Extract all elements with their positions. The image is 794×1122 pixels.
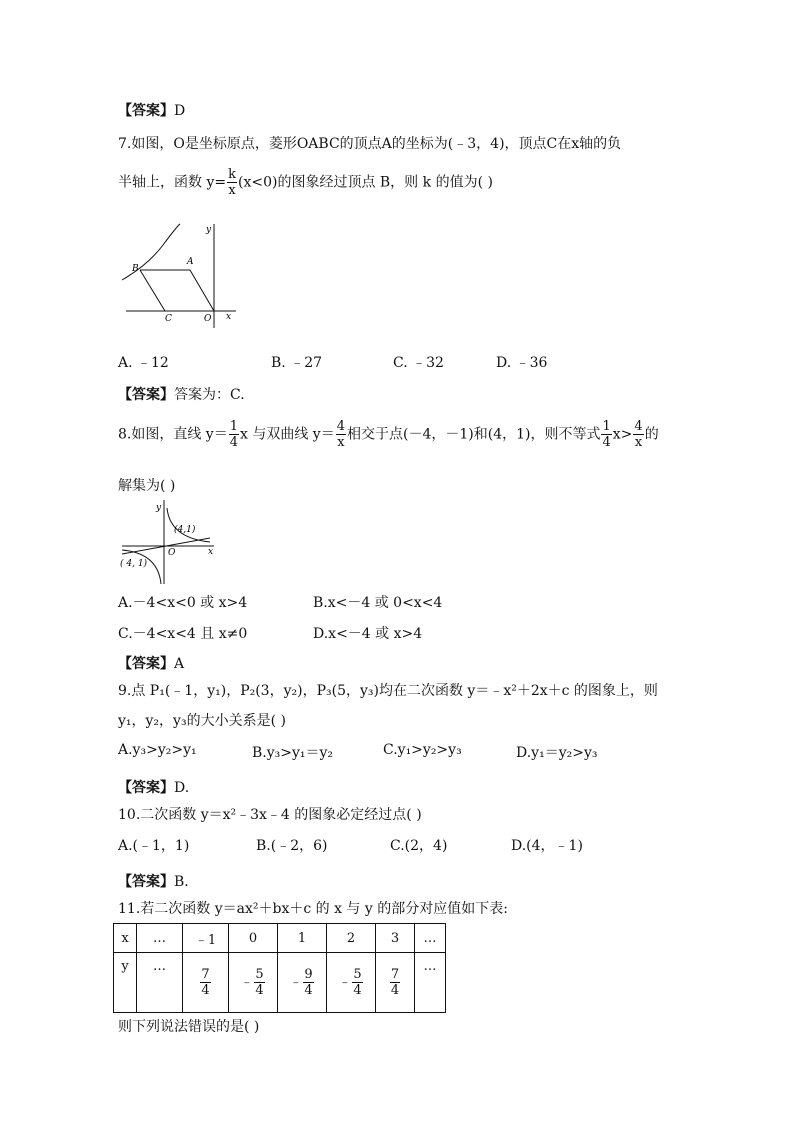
table-row-y	[114, 953, 446, 1013]
table-cell: y	[114, 953, 137, 1013]
table-cell: …	[415, 953, 446, 1013]
fraction-numerator: 1	[602, 419, 611, 434]
answer-text: B.	[174, 874, 189, 890]
q9-answer	[118, 777, 189, 797]
q9-option-b: B.y₃>y₁＝y₂	[252, 745, 334, 761]
q7-fraction-k-over-x	[227, 168, 237, 197]
table-cell	[327, 953, 376, 1013]
q9-option-c: C.y₁>y₂>y₃	[383, 742, 462, 758]
sign: ﹣	[240, 975, 254, 990]
table-cell: 0	[229, 924, 278, 953]
q8-fraction-4-over-x-b	[633, 420, 643, 449]
q8-fraction-1-over-4-b	[601, 420, 611, 449]
q8-answer	[118, 653, 184, 673]
answer-label: 【答案】	[118, 103, 174, 119]
q6-answer	[118, 100, 185, 120]
fraction	[390, 968, 400, 997]
fraction-denominator: 4	[229, 435, 238, 450]
fraction-denominator: 4	[390, 983, 400, 998]
fraction-numerator: 7	[390, 967, 400, 982]
fraction-numerator: 1	[229, 419, 238, 434]
q10-answer	[118, 871, 189, 891]
label-o: O	[168, 548, 176, 558]
fraction-numerator: 4	[634, 419, 643, 434]
sign: ﹣	[289, 975, 303, 990]
q7-option-b: B. ﹣27	[271, 355, 323, 371]
q10-option-d: D.(4，﹣1)	[511, 838, 583, 854]
q8-line1	[118, 420, 659, 449]
fraction-numerator: 4	[336, 419, 345, 434]
table-cell: 3	[376, 924, 415, 953]
q8-fraction-1-over-4	[229, 420, 239, 449]
q8-figure-hyperbola	[118, 498, 223, 588]
q11-line1: 11.若二次函数 y＝ax²＋bx＋c 的 x 与 y 的部分对应值如下表:	[118, 901, 508, 917]
answer-text: D.	[174, 780, 190, 796]
label-a: A	[187, 257, 194, 267]
table-cell: 1	[278, 924, 327, 953]
q9-option-a: A.y₃>y₂>y₁	[118, 742, 197, 758]
q8-option-b: B.x<－4 或 0<x<4	[313, 595, 443, 611]
q8-option-a: A.－4<x<0 或 x>4	[118, 595, 248, 611]
answer-label: 【答案】	[118, 387, 174, 403]
q8-option-c: C.－4<x<4 且 x≠0	[118, 626, 248, 642]
fraction-denominator: x	[634, 435, 643, 450]
fraction-denominator: 4	[304, 983, 313, 998]
q9-line1: 9.点 P₁(﹣1，y₁)，P₂(3，y₂)，P₃(5，y₃)均在二次函数 y＝﹣x²＋2x＋c 的图象上，则	[118, 683, 658, 699]
fraction-numerator: k	[228, 167, 236, 182]
table-cell: 2	[327, 924, 376, 953]
q8-mid2: 相交于点(－4，－1)和(4，1)，则不等式	[347, 426, 601, 443]
q9-line2: y₁，y₂，y₃的大小关系是( )	[118, 713, 286, 729]
fraction-denominator: 4	[353, 983, 362, 998]
q7-figure-rhombus	[118, 220, 248, 335]
q8-pre: 8.如图，直线 y＝	[118, 426, 228, 443]
fraction	[200, 968, 210, 997]
rhombus-oabc	[140, 270, 214, 311]
table-cell: ﹣1	[183, 924, 229, 953]
q10-option-a: A.(﹣1，1)	[118, 838, 190, 854]
q10-option-c: C.(2，4)	[390, 838, 448, 854]
fraction-numerator: 9	[304, 967, 313, 982]
answer-label: 【答案】	[118, 874, 174, 890]
label-c: C	[165, 314, 172, 324]
q8-option-d: D.x<－4 或 x>4	[313, 626, 423, 642]
q9-option-d: D.y₁＝y₂>y₃	[516, 745, 598, 761]
fraction	[303, 968, 313, 997]
fraction-denominator: 4	[201, 983, 210, 998]
table-row-x	[114, 924, 446, 953]
answer-text: 答案为：C.	[174, 387, 245, 403]
q7-answer	[118, 384, 245, 404]
answer-label: 【答案】	[118, 656, 174, 672]
fraction-numerator: 7	[201, 967, 210, 982]
hyperbola-curve	[122, 224, 180, 280]
table-cell: …	[137, 924, 183, 953]
label-o: O	[204, 314, 212, 324]
q7-line2	[118, 168, 493, 197]
q7-line1: 7.如图，O是坐标原点，菱形OABC的顶点A的坐标为(﹣3，4)，顶点C在x轴的负	[118, 136, 622, 152]
fraction-numerator: 5	[353, 967, 362, 982]
q10-line1: 10.二次函数 y＝x²﹣3x﹣4 的图象必定经过点( )	[118, 807, 422, 823]
label-y: y	[156, 503, 162, 513]
table-cell	[229, 953, 278, 1013]
q7-option-c: C. ﹣32	[393, 355, 444, 371]
q7-option-a: A. ﹣12	[118, 355, 169, 371]
q8-mid1: x 与双曲线 y＝	[240, 426, 335, 443]
q7-option-d: D. ﹣36	[496, 355, 548, 371]
table-cell: …	[415, 924, 446, 953]
label-point-neg4-neg1: ( 4, 1)	[120, 559, 148, 569]
label-y: y	[206, 225, 212, 235]
q7-line2-pre: 半轴上，函数 y=	[118, 174, 227, 191]
fraction-numerator: 5	[255, 967, 264, 982]
label-x: x	[226, 312, 232, 322]
q11-value-table	[113, 923, 446, 1013]
table-cell: x	[114, 924, 137, 953]
sign: ﹣	[338, 975, 352, 990]
table-cell	[376, 953, 415, 1013]
q10-option-b: B.(﹣2，6)	[256, 838, 328, 854]
q8-mid3: x>	[612, 426, 633, 443]
fraction-denominator: 4	[602, 435, 611, 450]
q11-line2: 则下列说法错误的是( )	[118, 1019, 260, 1035]
answer-text: D	[174, 103, 186, 119]
fraction-denominator: 4	[255, 983, 264, 998]
table-cell: …	[137, 953, 183, 1013]
answer-text: A	[174, 656, 185, 672]
fraction	[254, 968, 264, 997]
label-point-4-1: (4,1)	[174, 525, 196, 535]
q8-fraction-4-over-x	[336, 420, 346, 449]
q8-post: 的	[644, 426, 659, 443]
label-x: x	[208, 547, 214, 557]
q7-line2-post: (x<0)的图象经过顶点 B，则 k 的值为( )	[237, 174, 493, 191]
label-b: B	[132, 264, 139, 274]
q8-line2: 解集为( )	[118, 478, 176, 494]
table-cell	[183, 953, 229, 1013]
table-cell	[278, 953, 327, 1013]
answer-label: 【答案】	[118, 780, 174, 796]
fraction-denominator: x	[228, 183, 236, 198]
fraction	[352, 968, 362, 997]
fraction-denominator: x	[337, 435, 345, 450]
